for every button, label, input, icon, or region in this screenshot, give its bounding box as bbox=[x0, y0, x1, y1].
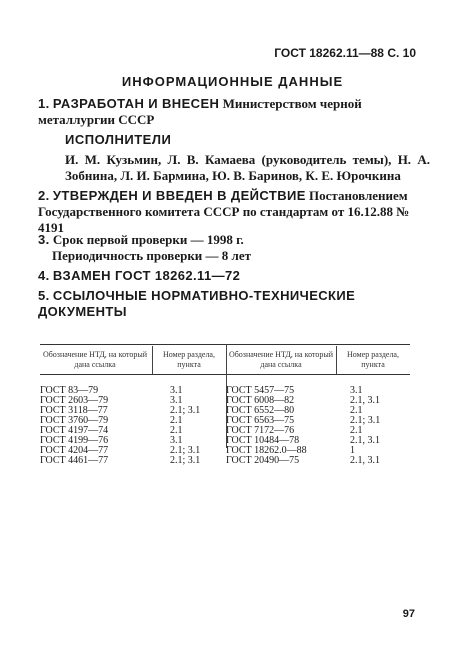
section-2 bbox=[38, 188, 428, 236]
table-cell-doc: ГОСТ 10484—78 bbox=[226, 435, 300, 446]
table-cell-ref: 3.1 bbox=[170, 435, 183, 446]
table-header-doc-right: Обозначение НТД, на который дана ссылка bbox=[228, 350, 334, 369]
section-1-number: 1. bbox=[38, 96, 50, 111]
section-4 bbox=[38, 268, 240, 284]
section-5-heading: ССЫЛОЧНЫЕ НОРМАТИВНО-ТЕХНИЧЕСКИЕ ДОКУМЕНТЫ bbox=[38, 288, 356, 319]
section-1 bbox=[38, 96, 428, 128]
table-cell-doc: ГОСТ 6008—82 bbox=[226, 395, 295, 406]
table-top-rule bbox=[40, 344, 410, 345]
table-cell-doc: ГОСТ 2603—79 bbox=[40, 395, 109, 406]
table-cell-ref: 2.1 bbox=[170, 415, 183, 426]
table-cell-ref: 2.1 bbox=[170, 425, 183, 436]
table-cell-ref: 2.1, 3.1 bbox=[350, 395, 380, 406]
table-cell-ref: 1 bbox=[350, 445, 355, 456]
table-cell-ref: 2.1; 3.1 bbox=[170, 455, 201, 466]
table-cell-doc: ГОСТ 3118—77 bbox=[40, 405, 108, 416]
section-2-text: Постановлением Государственного комитета СССР по стандартам от 16.12.88 № 4191 bbox=[38, 188, 410, 235]
table-header-ref-left: Номер раздела, пункта bbox=[163, 350, 215, 369]
table-cell-ref: 2.1 bbox=[350, 405, 363, 416]
table-cell-doc: ГОСТ 3760—79 bbox=[40, 415, 109, 426]
table-cell-ref: 2.1, 3.1 bbox=[350, 435, 380, 446]
document-header: ГОСТ 18262.11—88 С. 10 bbox=[274, 46, 416, 60]
table-header-rule bbox=[40, 374, 410, 375]
section-1-heading: РАЗРАБОТАН И ВНЕСЕН bbox=[52, 96, 220, 111]
table-cell-ref: 2.1; 3.1 bbox=[350, 415, 381, 426]
table-cell-ref: 3.1 bbox=[350, 385, 363, 396]
executors-text: И. М. Кузьмин, Л. В. Камаева (руководитель темы), Н. А. Зобнина, Л. И. Бармина, Ю. В. Баринов, К. Е. Юрочкина bbox=[65, 152, 430, 183]
section-3-line1: Срок первой проверки — 1998 г. bbox=[52, 232, 244, 247]
table-cell-doc: ГОСТ 7172—76 bbox=[226, 425, 295, 436]
section-2-heading: УТВЕРЖДЕН И ВВЕДЕН В ДЕЙСТВИЕ bbox=[52, 188, 306, 203]
section-3 bbox=[38, 232, 428, 264]
table-col-divider bbox=[152, 346, 153, 374]
section-3-number: 3. bbox=[38, 232, 50, 247]
table-cell-doc: ГОСТ 4199—76 bbox=[40, 435, 109, 446]
section-1-text: Министерством черной металлургии СССР bbox=[38, 96, 362, 127]
section-2-number: 2. bbox=[38, 188, 50, 203]
table-cell-ref: 2.1; 3.1 bbox=[170, 405, 201, 416]
section-5-number: 5. bbox=[38, 288, 50, 303]
section-3-line2: Периодичность проверки — 8 лет bbox=[52, 248, 251, 263]
page-title: ИНФОРМАЦИОННЫЕ ДАННЫЕ bbox=[121, 74, 344, 89]
table-cell-ref: 2.1, 3.1 bbox=[350, 455, 380, 466]
table-col-divider bbox=[336, 346, 337, 374]
table-cell-doc: ГОСТ 20490—75 bbox=[226, 455, 300, 466]
section-4-number: 4. bbox=[38, 268, 50, 283]
table-cell-doc: ГОСТ 4461—77 bbox=[40, 455, 109, 466]
section-4-heading: ВЗАМЕН ГОСТ 18262.11—72 bbox=[52, 268, 241, 283]
table-cell-ref: 3.1 bbox=[170, 385, 183, 396]
executors-heading: ИСПОЛНИТЕЛИ bbox=[65, 132, 172, 147]
table-cell-ref: 2.1 bbox=[350, 425, 363, 436]
table-cell-doc: ГОСТ 4197—74 bbox=[40, 425, 109, 436]
table-header-ref-right: Номер раздела, пункта bbox=[347, 350, 399, 369]
table-cell-doc: ГОСТ 83—79 bbox=[40, 385, 99, 396]
section-5 bbox=[38, 288, 428, 320]
table-cell-doc: ГОСТ 6563—75 bbox=[226, 415, 295, 426]
table-cell-doc: ГОСТ 5457—75 bbox=[226, 385, 295, 396]
table-cell-ref: 3.1 bbox=[170, 395, 183, 406]
table-cell-ref: 2.1; 3.1 bbox=[170, 445, 201, 456]
page-number: 97 bbox=[402, 608, 415, 620]
table-header-doc-left: Обозначение НТД, на который дана ссылка bbox=[42, 350, 148, 369]
table-cell-doc: ГОСТ 18262.0—88 bbox=[226, 445, 307, 456]
table-cell-doc: ГОСТ 6552—80 bbox=[226, 405, 295, 416]
table-cell-doc: ГОСТ 4204—77 bbox=[40, 445, 109, 456]
table-row bbox=[40, 456, 410, 466]
